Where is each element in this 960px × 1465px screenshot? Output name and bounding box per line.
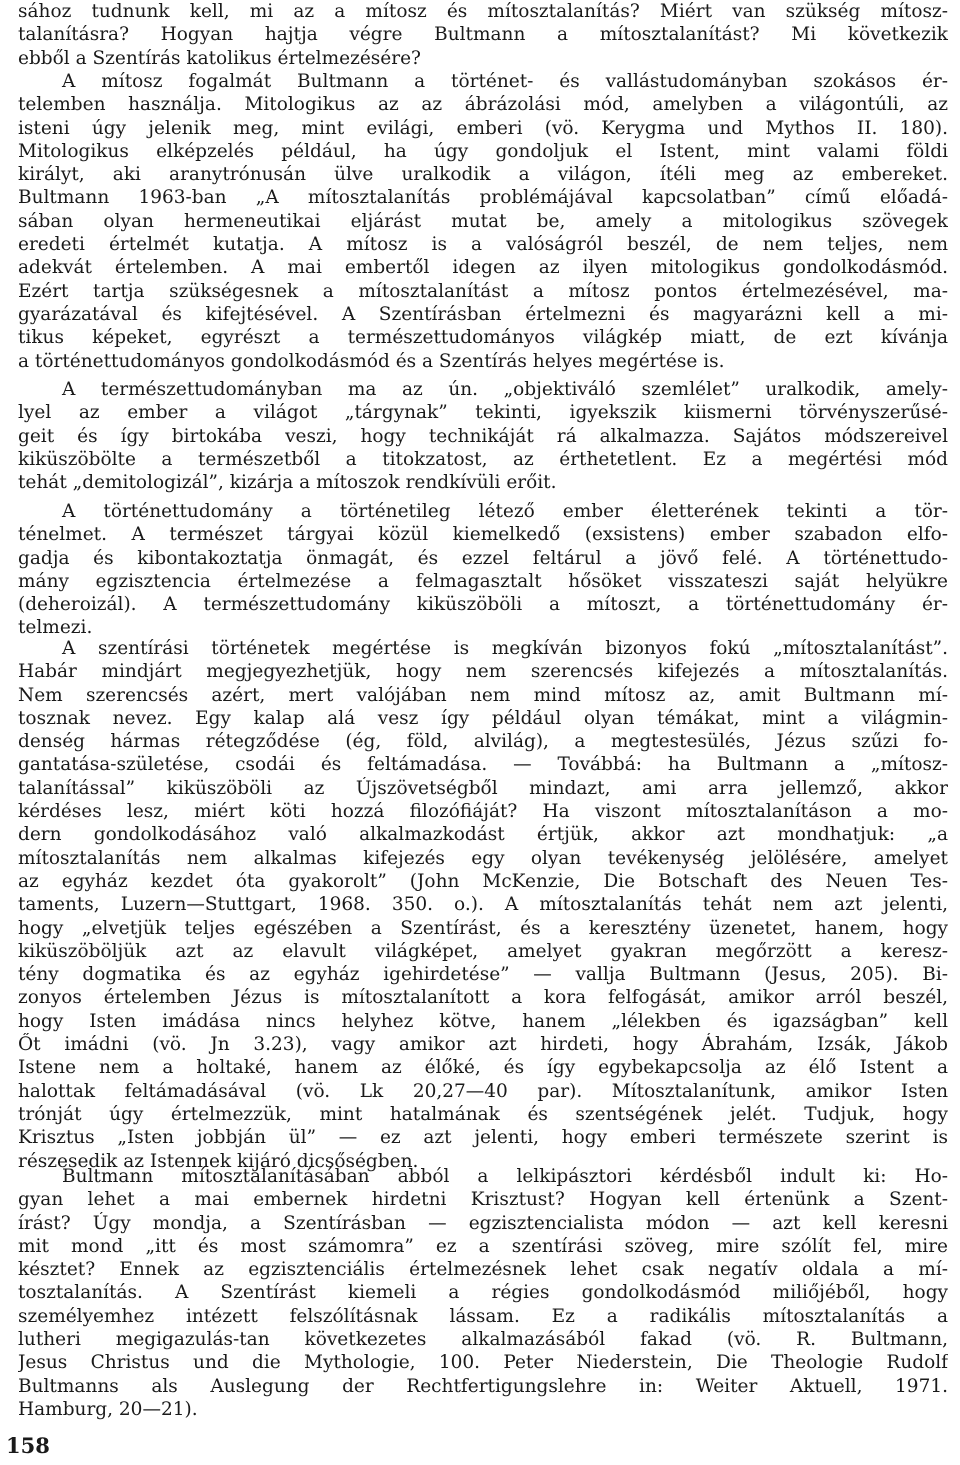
text-line: A mítosz fogalmát Bultmann a történet- és vallástudományban szokásos ér- — [62, 71, 948, 92]
text-line: gantatása-születése, csodái és feltámadása. — Továbbá: ha Bultmann a „mítosz- — [18, 754, 948, 776]
text-line: taments, Luzern—Stuttgart, 1968. 350. o.). A mítosztalanítás tehát nem azt jelenti, — [18, 894, 948, 916]
text-line: isteni úgy jelenik meg, mint evilági, emberi (vö. Kerygma und Mythos II. 180). — [18, 117, 948, 139]
paragraph-3 — [18, 378, 948, 494]
paragraph-2 — [18, 70, 948, 373]
text-line: dern gondolkodásához való alkalmazkodást értjük, akkor azt mondhatjuk: „a — [18, 824, 948, 846]
text-line: A szentírási történetek megértése is megkíván bizonyos fokú „mítosztalanítást”. — [62, 638, 948, 659]
text-line: Krisztus „Isten jobbján ül” — ez azt jelenti, hogy emberi természete szerint is — [18, 1127, 948, 1149]
text-line: hogy „elvetjük teljes egészében a Szentírást, és a keresztény üzenetet, hanem, hogy — [18, 917, 948, 939]
text-line: kiküszöbölte a természetből a titokzatost, az érthetetlent. Ez a megértési mód — [18, 448, 948, 470]
text-line: trónját úgy értelmezzük, mint hatalmának és szentségének jelét. Tudjuk, hogy — [18, 1103, 948, 1125]
text-line: Bultmann mítosztalanításában abból a lelkipásztori kérdésből indult ki: Ho- — [62, 1166, 948, 1187]
paragraph-1 — [18, 0, 948, 70]
text-line: tény dogmatika és az egyház igehirdetése” — vallja Bultmann (Jesus, 205). Bi- — [18, 964, 948, 986]
text-line: részesedik az Istennek kijáró dicsőségben. — [18, 1150, 419, 1172]
text-line: tosznak nevez. Egy kalap alá vesz így például olyan témákat, mint a világmin- — [18, 707, 948, 729]
paragraph-4 — [18, 500, 948, 640]
text-line: denség hármas rétegződése (ég, föld, alvilág), a megtestesülés, Jézus szűzi fo- — [18, 731, 948, 753]
text-line: mit mond „itt és most számomra” ez a szentírási szöveg, mire szólít fel, mire — [18, 1235, 948, 1257]
text-line: gyarázatával és kifejtésével. A Szentírásban értelmezni és magyarázni kell a mi- — [18, 303, 948, 325]
text-line: Istene nem a holtaké, hanem az élőké, és így egybekapcsolja az élő Istent a — [18, 1057, 948, 1079]
text-line: Habár mindjárt megjegyezhetjük, hogy nem szerencsés kifejezés a mítosztalanítás. — [18, 661, 948, 683]
text-line: hogy Isten imádása nincs helyhez kötve, hanem „lélekben és igazságban” kell — [18, 1010, 948, 1032]
text-line: késztet? Ennek az egzisztenciális értelmezésnek lehet csak negatív oldala a mí- — [18, 1259, 948, 1281]
text-line: halottak feltámadásával (vö. Lk 20,27—40 par). Mítosztalanítunk, amikor Isten — [18, 1080, 948, 1102]
text-line: a történettudományos gondolkodásmód és a Szentírás helyes megértése is. — [18, 350, 725, 372]
text-line: talanításra? Hogyan hajtja végre Bultmann a mítosztalanítást? Mi következik — [18, 24, 948, 46]
text-line: Ezért tartja szükségesnek a mítosztalanítást a mítosz pontos értelmezésével, ma- — [18, 280, 948, 302]
text-line: A történettudomány a történetileg létező ember életterének tekinti a tör- — [62, 501, 948, 522]
text-line: talanítással” kiküszöböli az Újszövetségből mindazt, ami arra jellemző, akkor — [18, 777, 948, 799]
text-line: tehát „demitologizál”, kizárja a mítoszok rendkívüli erőit. — [18, 472, 557, 494]
text-line: lutheri megigazulás-tan következetes alkalmazásából fakad (vö. R. Bultmann, — [18, 1329, 948, 1351]
paragraph-6 — [18, 1165, 948, 1421]
text-line: gadja és kibontakoztatja önmagát, és ezzel feltárul a jövő felé. A történettudo- — [18, 547, 948, 569]
text-line: Jesus Christus und die Mythologie, 100. Peter Niederstein, Die Theologie Rudolf — [18, 1352, 948, 1374]
text-line: kérdéses lesz, miért köti hozzá filozófiáját? Ha viszont mítosztalanításon a mo- — [18, 801, 948, 823]
text-line: lyel az ember a világot „tárgynak” tekinti, igyekszik kiismerni törvényszerűsé- — [18, 402, 948, 424]
paragraph-5 — [18, 637, 948, 1173]
text-line: írást? Úgy mondja, a Szentírásban — egzisztencialista módon — azt kell keresni — [18, 1212, 948, 1234]
text-line: mány egzisztencia értelmezése a felmagasztalt hősöket visszateszi saját helyükre — [18, 570, 948, 592]
text-line: telmezi. — [18, 617, 93, 639]
text-line: (deheroizál). A természettudomány kiküszöböli a mítoszt, a történettudomány ér- — [18, 594, 948, 616]
text-line: sában olyan hermeneutikai eljárást mutat be, amely a mitologikus szövegek — [18, 210, 948, 232]
text-line: Mitologikus elképzelés például, ha úgy gondoljuk el Istent, mint valami földi — [18, 140, 948, 162]
text-line: ténelmet. A természet tárgyai közül kiemelkedő (exsistens) ember szabadon elfo- — [18, 524, 948, 546]
text-line: gyan lehet a mai embernek hirdetni Krisztust? Hogyan kell értenünk a Szent- — [18, 1189, 948, 1211]
text-line: sához tudnunk kell, mi az a mítosz és mítosztalanítás? Miért van szükség mítosz- — [18, 1, 948, 22]
text-line: geit és így birtokába veszi, hogy technikáját rá alkalmazza. Sajátos módszereivel — [18, 425, 948, 447]
text-line: adekvát értelemben. A mai embertől idegen az ilyen mitologikus gondolkodásmód. — [18, 257, 948, 279]
text-line: kiküszöböljük azt az elavult világképet, amelyet gyakran megőrzött a keresz- — [18, 940, 948, 962]
text-line: zonyos értelemben Jézus is mítosztalanított a kora felfogását, amikor arról beszél, — [18, 987, 948, 1009]
text-line: telemben használja. Mitologikus az az ábrázolási mód, amelyben a világontúli, az — [18, 94, 948, 116]
text-line: eredeti értelmét kutatja. A mítosz is a valóságról beszél, de nem teljes, nem — [18, 234, 948, 256]
page-number: 158 — [6, 1433, 50, 1458]
text-line: királyt, aki aranytrónusán ülve uralkodik a világon, ítéli meg az embereket. — [18, 164, 948, 186]
text-line: Bultmann 1963-ban „A mítosztalanítás problémájával kapcsolatban” című előadá- — [18, 187, 948, 209]
text-line: személyemhez intézett felszólításnak lássam. Ez a radikális mítosztalanítás a — [18, 1305, 948, 1327]
text-line: tikus képeket, egyrészt a természettudományos világkép miatt, de ezt kívánja — [18, 327, 948, 349]
text-line: Hamburg, 20—21). — [18, 1398, 198, 1420]
text-line: ebből a Szentírás katolikus értelmezésére? — [18, 47, 421, 69]
text-line: mítosztalanítás nem alkalmas kifejezés egy olyan tevékenység jelölésére, amelyet — [18, 847, 948, 869]
text-line: az egyház kezdet óta gyakorolt” (John McKenzie, Die Botschaft des Neuen Tes- — [18, 870, 948, 892]
text-line: Nem szerencsés azért, mert valójában nem mind mítosz az, amit Bultmann mí- — [18, 684, 948, 706]
text-line: tosztalanítás. A Szentírást kiemeli a régies gondolkodásmód miliőjéből, hogy — [18, 1282, 948, 1304]
text-line: Őt imádni (vö. Jn 3.23), vagy amikor azt hirdeti, hogy Ábrahám, Izsák, Jákob — [18, 1034, 948, 1056]
text-line: A természettudományban ma az ún. „objektiváló szemlélet” uralkodik, amely- — [62, 379, 948, 400]
text-line: Bultmanns als Auslegung der Rechtfertigungslehre in: Weiter Aktuell, 1971. — [18, 1375, 948, 1397]
